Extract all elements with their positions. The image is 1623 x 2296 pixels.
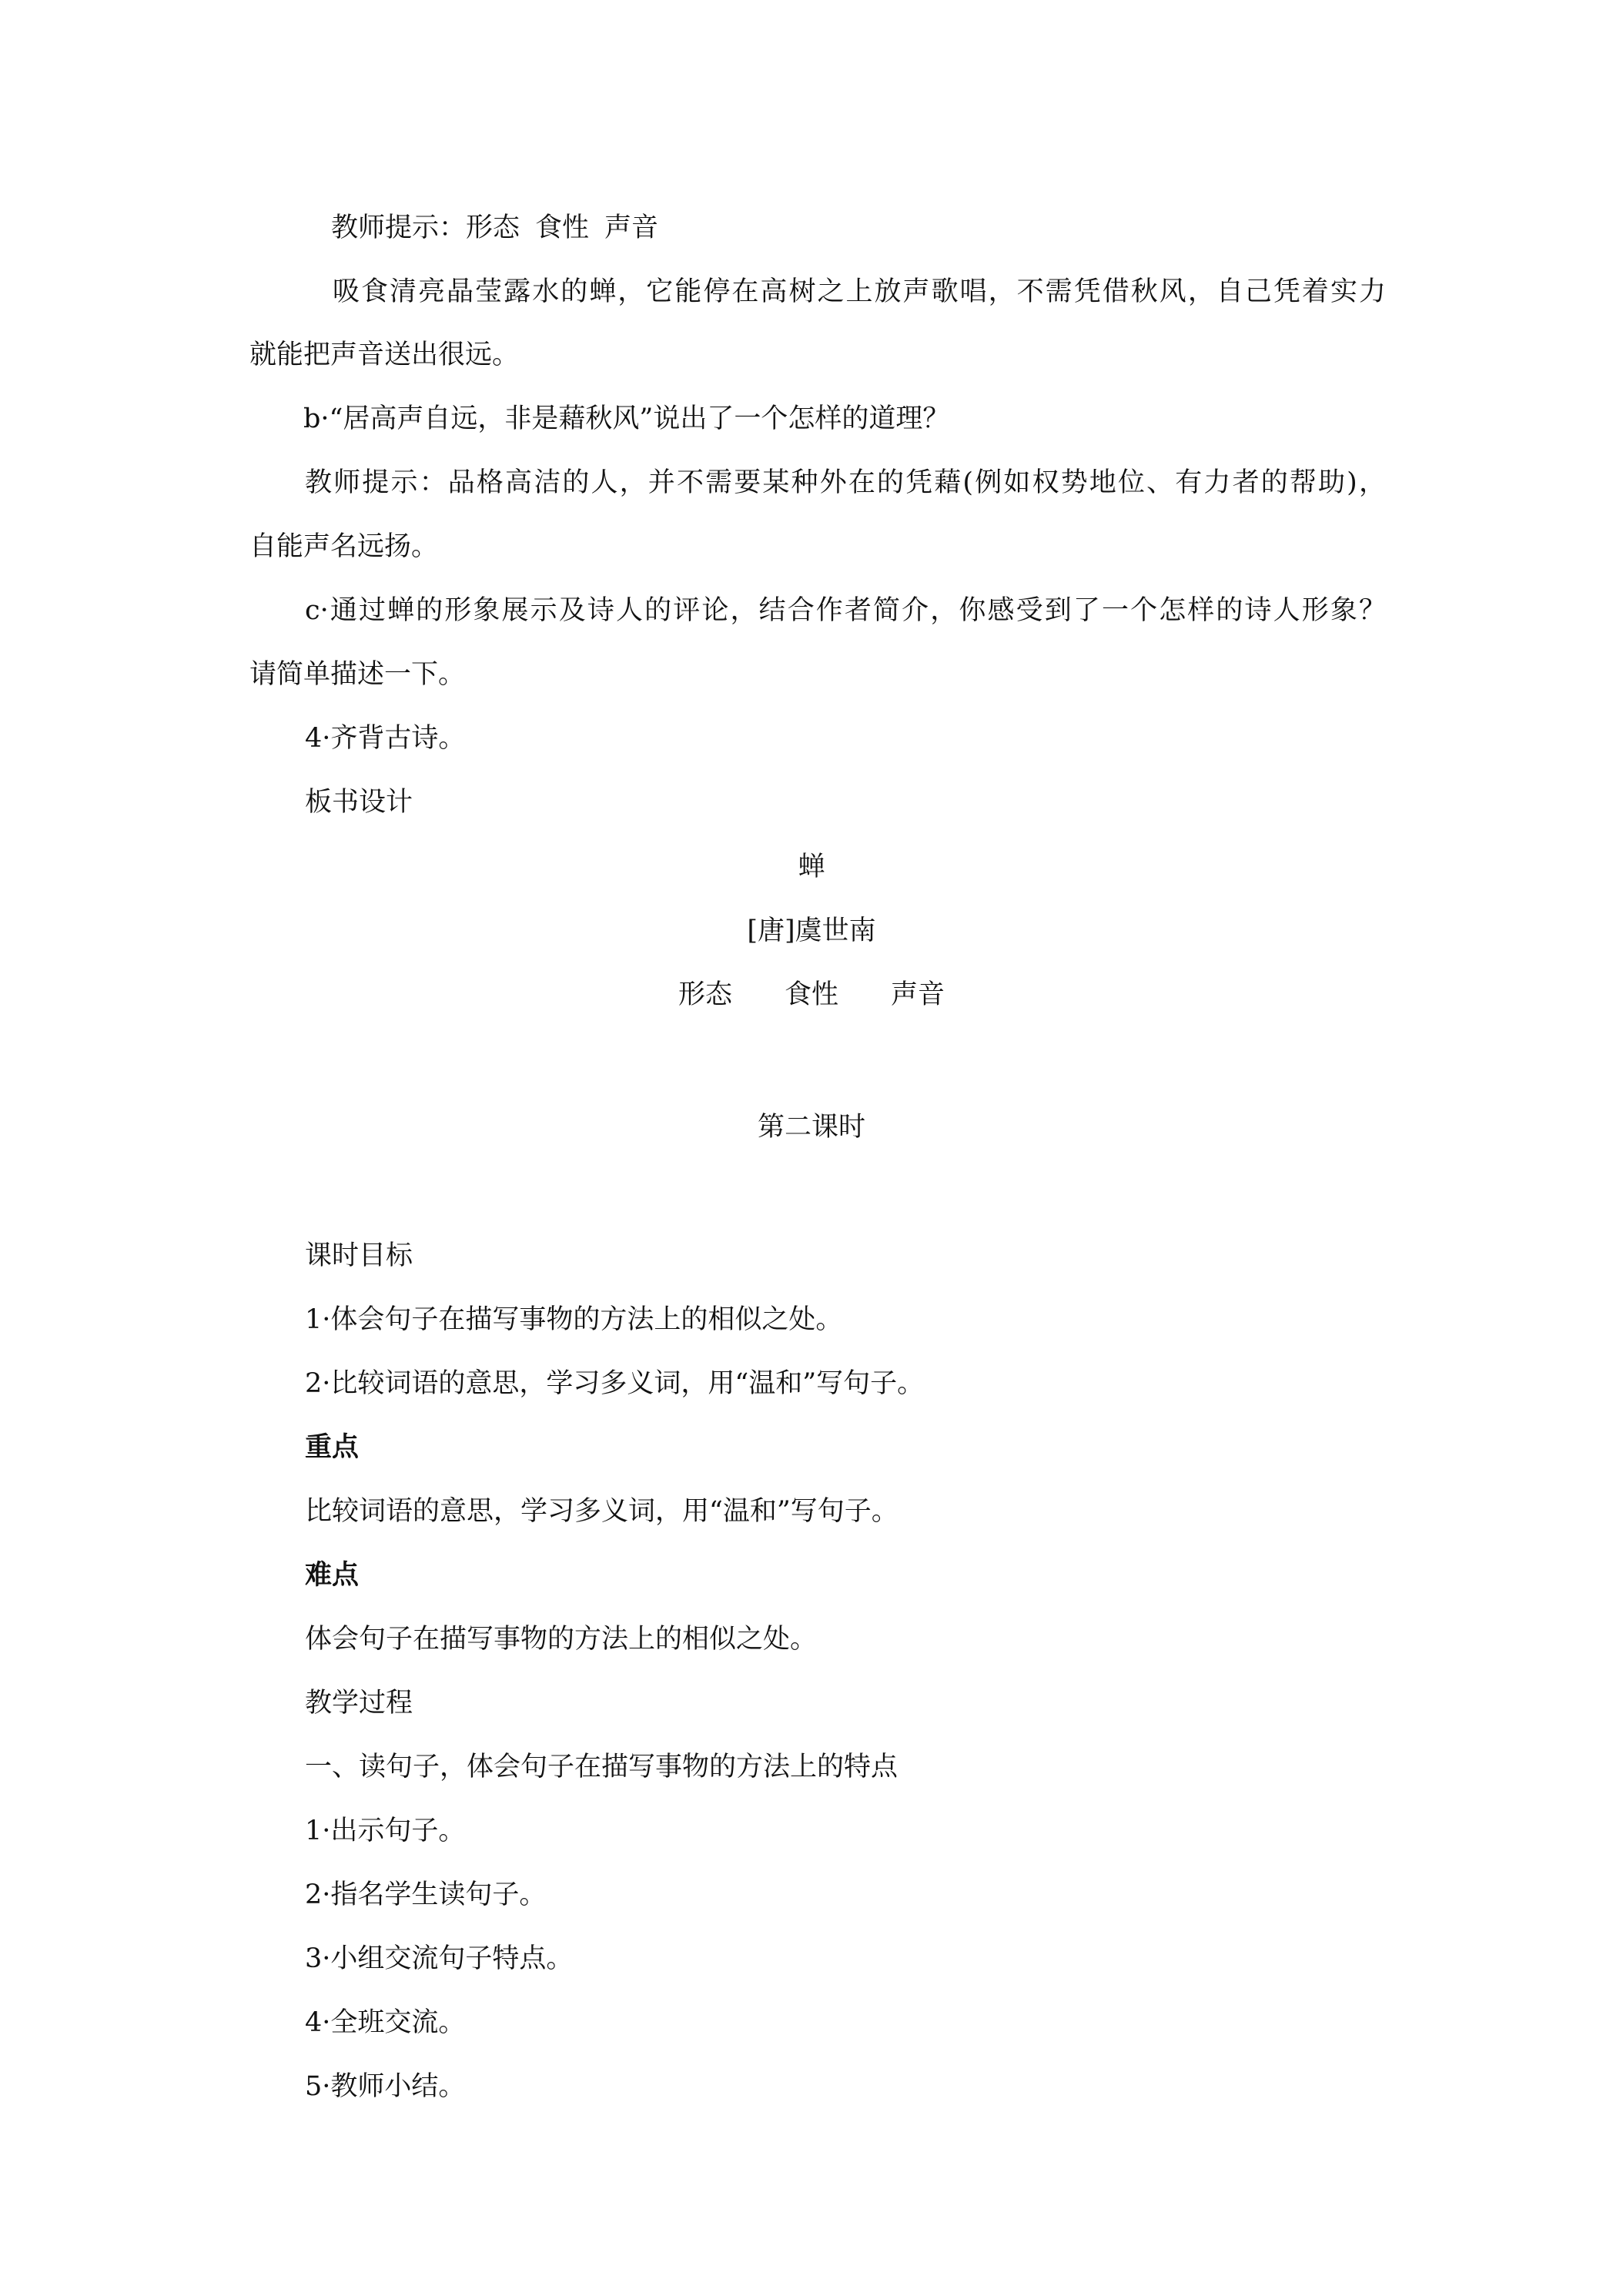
- question-b: b·“居高声自远，非是藉秋风”说出了一个怎样的道理？: [303, 403, 950, 434]
- board-keywords: [0, 976, 1623, 1013]
- board-keyword-form: 形态: [678, 979, 732, 1010]
- goals-label: 课时目标: [305, 1240, 413, 1271]
- paragraph-line: 吸食清亮晶莹露水的蝉，它能停在高树之上放声歌唱，不需凭借秋风，自己凭着实力: [333, 276, 1386, 307]
- paragraph-line: 自能声名远扬。: [249, 531, 439, 562]
- hint-keyword-sound: 声音: [604, 213, 659, 243]
- difficulty-label: 难点: [305, 1560, 360, 1591]
- list-item: 5·教师小结。: [305, 2071, 466, 2102]
- lesson-heading: 第二课时: [757, 1112, 865, 1143]
- board-title: 蝉: [798, 852, 825, 882]
- teacher-hint-line-2: 教师提示：品格高洁的人，并不需要某种外在的凭藉(例如权势地位、有力者的帮助)，: [305, 467, 1386, 498]
- hint-keyword-food: 食性: [535, 213, 590, 243]
- paragraph-line: 就能把声音送出很远。: [249, 340, 520, 370]
- process-label: 教学过程: [305, 1688, 413, 1719]
- goal-1: 1·体会句子在描写事物的方法上的相似之处。: [305, 1304, 843, 1335]
- step-4: 4·齐背古诗。: [305, 723, 466, 754]
- teacher-hint-line-1: [331, 209, 658, 246]
- question-c: c·通过蝉的形象展示及诗人的评论，结合作者简介，你感受到了一个怎样的诗人形象？: [305, 595, 1386, 626]
- hint-text: 教师提示：形态: [331, 213, 520, 243]
- list-item: 3·小组交流句子特点。: [305, 1943, 574, 1974]
- board-keyword-food: 食性: [784, 979, 838, 1010]
- key-point-label: 重点: [305, 1432, 360, 1463]
- key-point-text: 比较词语的意思，学习多义词，用“温和”写句子。: [305, 1496, 899, 1527]
- list-item: 4·全班交流。: [305, 2007, 466, 2038]
- board-author: [唐]虞世南: [747, 915, 876, 946]
- step-title: 一、读句子，体会句子在描写事物的方法上的特点: [305, 1752, 899, 1782]
- board-design-label: 板书设计: [305, 787, 413, 818]
- paragraph-line: 请简单描述一下。: [249, 659, 466, 690]
- goal-2: 2·比较词语的意思，学习多义词，用“温和”写句子。: [305, 1368, 925, 1399]
- list-item: 1·出示句子。: [305, 1816, 466, 1846]
- board-keyword-sound: 声音: [891, 979, 945, 1010]
- difficulty-text: 体会句子在描写事物的方法上的相似之处。: [305, 1624, 818, 1655]
- list-item: 2·指名学生读句子。: [305, 1879, 547, 1910]
